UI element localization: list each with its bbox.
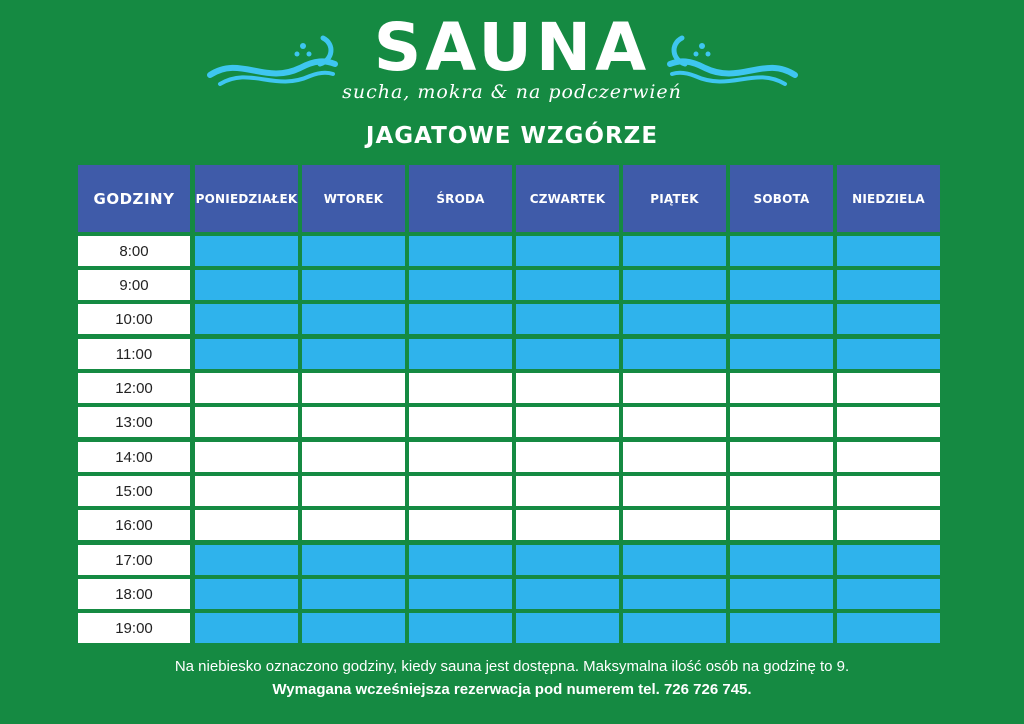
- time-cell: 13:00: [78, 407, 190, 437]
- schedule-slot: [516, 613, 619, 643]
- schedule-slot: [302, 339, 405, 369]
- schedule-slot: [516, 476, 619, 506]
- time-cell: 19:00: [78, 613, 190, 643]
- schedule-slot: [195, 579, 298, 609]
- availability-note: Na niebiesko oznaczono godziny, kiedy sauna jest dostępna. Maksymalna ilość osób na godzinę to 9.: [174, 658, 850, 675]
- schedule-slot: [409, 476, 512, 506]
- header-day: PIĄTEK: [623, 165, 726, 232]
- schedule-slot: [837, 339, 940, 369]
- schedule-slot: [195, 339, 298, 369]
- schedule-slot: [409, 270, 512, 300]
- schedule-slot: [837, 579, 940, 609]
- header-day: ŚRODA: [409, 165, 512, 232]
- schedule-slot: [302, 476, 405, 506]
- schedule-slot: [623, 579, 726, 609]
- schedule-slot: [730, 476, 833, 506]
- schedule-slot: [730, 304, 833, 334]
- schedule-slot: [730, 510, 833, 540]
- time-cell: 10:00: [78, 304, 190, 334]
- header-day: PONIEDZIAŁEK: [195, 165, 298, 232]
- schedule-slot: [837, 270, 940, 300]
- schedule-slot: [730, 613, 833, 643]
- schedule-slot: [409, 304, 512, 334]
- schedule-slot: [837, 373, 940, 403]
- schedule-slot: [730, 270, 833, 300]
- schedule-slot: [516, 270, 619, 300]
- schedule-slot: [623, 270, 726, 300]
- schedule-slot: [516, 236, 619, 266]
- schedule-slot: [623, 442, 726, 472]
- header-day: CZWARTEK: [516, 165, 619, 232]
- schedule-slot: [302, 545, 405, 575]
- schedule-slot: [623, 373, 726, 403]
- page-title: SAUNA: [373, 9, 651, 86]
- schedule-slot: [623, 510, 726, 540]
- schedule-slot: [730, 545, 833, 575]
- schedule-slot: [623, 545, 726, 575]
- schedule-slot: [623, 304, 726, 334]
- time-cell: 14:00: [78, 442, 190, 472]
- schedule-slot: [302, 613, 405, 643]
- schedule-slot: [409, 407, 512, 437]
- schedule-slot: [623, 339, 726, 369]
- schedule-slot: [409, 613, 512, 643]
- schedule-slot: [195, 613, 298, 643]
- schedule-slot: [623, 236, 726, 266]
- schedule-slot: [837, 510, 940, 540]
- schedule-slot: [302, 236, 405, 266]
- schedule-slot: [195, 236, 298, 266]
- schedule-slot: [516, 373, 619, 403]
- schedule-slot: [516, 304, 619, 334]
- schedule-slot: [409, 442, 512, 472]
- schedule-slot: [302, 270, 405, 300]
- location-title: JAGATOWE WZGÓRZE: [365, 123, 659, 149]
- time-cell: 12:00: [78, 373, 190, 403]
- time-cell: 17:00: [78, 545, 190, 575]
- schedule-slot: [409, 373, 512, 403]
- schedule-slot: [302, 579, 405, 609]
- time-cell: 16:00: [78, 510, 190, 540]
- schedule-slot: [837, 407, 940, 437]
- schedule-slot: [837, 442, 940, 472]
- schedule-slot: [837, 304, 940, 334]
- schedule-slot: [516, 442, 619, 472]
- schedule-slot: [195, 304, 298, 334]
- time-cell: 9:00: [78, 270, 190, 300]
- time-cell: 8:00: [78, 236, 190, 266]
- time-cell: 15:00: [78, 476, 190, 506]
- schedule-slot: [409, 579, 512, 609]
- schedule-slot: [730, 442, 833, 472]
- schedule-slot: [516, 545, 619, 575]
- schedule-slot: [302, 373, 405, 403]
- schedule-slot: [302, 442, 405, 472]
- schedule-slot: [195, 407, 298, 437]
- schedule-slot: [730, 236, 833, 266]
- schedule-slot: [195, 545, 298, 575]
- schedule-slot: [837, 545, 940, 575]
- schedule-slot: [623, 407, 726, 437]
- schedule-slot: [837, 613, 940, 643]
- schedule-slot: [730, 579, 833, 609]
- schedule-slot: [837, 476, 940, 506]
- schedule-slot: [730, 373, 833, 403]
- schedule-slot: [302, 407, 405, 437]
- reservation-note: Wymagana wcześniejsza rezerwacja pod numerem tel. 726 726 745.: [272, 681, 752, 698]
- schedule-slot: [516, 510, 619, 540]
- time-cell: 11:00: [78, 339, 190, 369]
- header-hours: GODZINY: [78, 165, 190, 232]
- schedule-slot: [195, 510, 298, 540]
- schedule-slot: [195, 373, 298, 403]
- subtitle: sucha, mokra & na podczerwień: [342, 81, 682, 103]
- schedule-slot: [516, 579, 619, 609]
- schedule-slot: [516, 339, 619, 369]
- schedule-slot: [730, 339, 833, 369]
- schedule-slot: [195, 476, 298, 506]
- schedule-slot: [409, 236, 512, 266]
- schedule-slot: [730, 407, 833, 437]
- time-cell: 18:00: [78, 579, 190, 609]
- schedule-slot: [302, 304, 405, 334]
- schedule-slot: [409, 510, 512, 540]
- header-day: WTOREK: [302, 165, 405, 232]
- schedule-slot: [623, 613, 726, 643]
- header-day: NIEDZIELA: [837, 165, 940, 232]
- header-day: SOBOTA: [730, 165, 833, 232]
- schedule-slot: [409, 339, 512, 369]
- schedule-slot: [195, 270, 298, 300]
- schedule-slot: [837, 236, 940, 266]
- schedule-slot: [409, 545, 512, 575]
- schedule-slot: [516, 407, 619, 437]
- schedule-slot: [195, 442, 298, 472]
- schedule-slot: [302, 510, 405, 540]
- schedule-slot: [623, 476, 726, 506]
